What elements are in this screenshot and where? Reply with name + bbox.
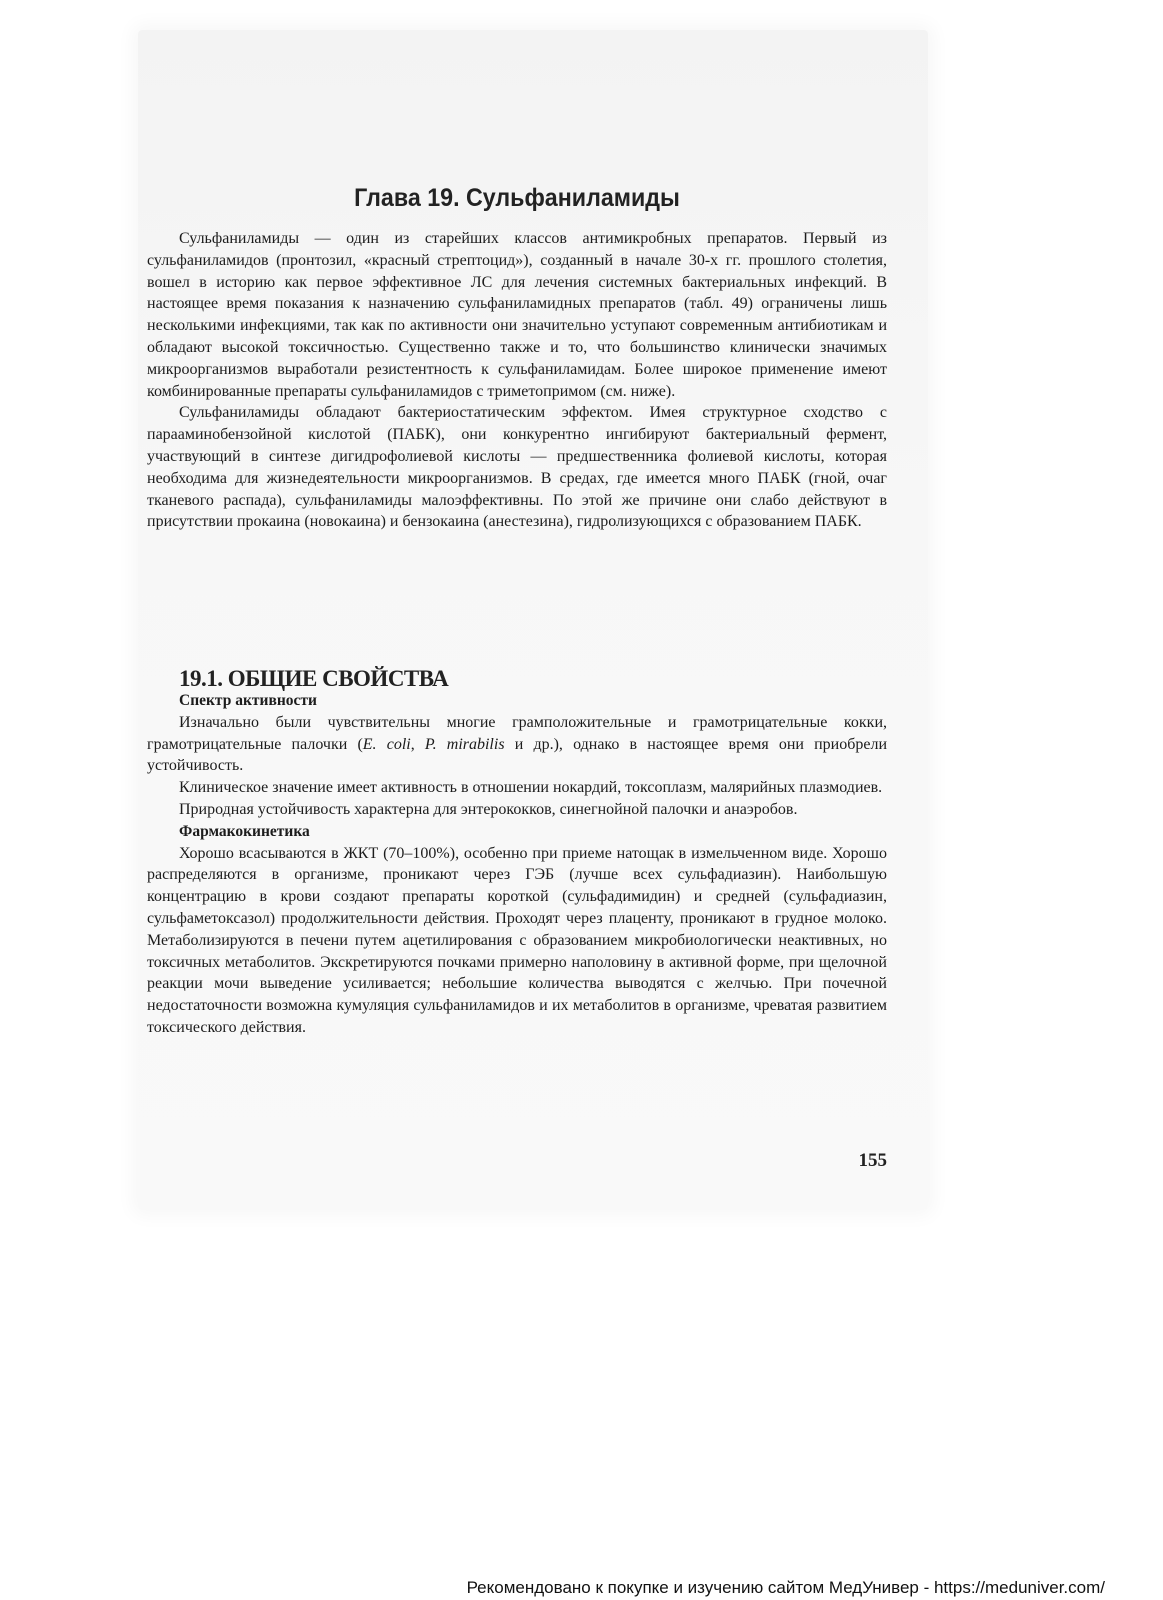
spectrum-paragraph: Изначально были чувствительны многие грамположительные и грамотрицательные кокки, грамотрицательные палочки (E. coli, P. mirabilis и др.), однако в настоящее время они приобрели устойчивость. bbox=[147, 713, 888, 775]
spectrum-paragraph: Природная устойчивость характерна для энтерококков, синегнойной палочки и анаэробов. bbox=[179, 800, 798, 818]
intro-paragraph: Сульфаниламиды — один из старейших классов антимикробных препаратов. Первый из сульфаниламидов (пронтозил, «красный стрептоцид»), созданный в начале 30-х гг. прошлого столетия, вошел в историю как первое эффективное ЛС для лечения системных бактериальных инфекций. В настоящее время показания к назначению сульфаниламидных препаратов (табл. 49) ограничены лишь несколькими инфекциями, так как по активности они значительно уступают современным антибиотикам и обладают высокой токсичностью. Существенно также и то, что большинство клинически значимых микроорганизмов выработали резистентность к сульфаниламидам. Более широкое применение имеют комбинированные препараты сульфаниламидов с триметопримом (см. ниже). bbox=[147, 230, 887, 400]
spectrum-paragraph: Клиническое значение имеет активность в отношении нокардий, токсоплазм, малярийных плазмодиев. bbox=[179, 779, 883, 797]
pharmacokinetics-paragraph: Хорошо всасываются в ЖКТ (70–100%), особенно при приеме натощак в измельченном виде. Хорошо распределяются в организме, проникают через ГЭБ (лучше всех сульфадиазин). Наибольшую концентрацию в крови создают препараты короткой (сульфадимидин) и средней (сульфадиазин, сульфаметоксазол) продолжительности действия. Проходят через плаценту, проникают в грудное молоко. Метаболизируются в печени путем ацетилирования с образованием микробиологически неактивных, но токсичных метаболитов. Экскретируются почками примерно наполовину в активной форме, при щелочной реакции мочи выведение усиливается; небольшие количества выводятся с желчью. При почечной недостаточности возможна кумуляция сульфаниламидов и их метаболитов в организме, чреватая развитием токсического действия. bbox=[147, 844, 887, 1036]
pharmacokinetics-heading: Фармакокинетика bbox=[179, 822, 310, 840]
spectrum-heading: Спектр активности bbox=[179, 692, 317, 709]
intro-text bbox=[147, 228, 887, 533]
intro-paragraph: Сульфаниламиды обладают бактериостатическим эффектом. Имея структурное сходство с парааминобензойной кислотой (ПАБК), они конкурентно ингибируют бактериальный фермент, участвующий в синтезе дигидрофолиевой кислоты — предшественника фолиевой кислоты, которая необходима для жизнедеятельности микроорганизмов. В средах, где имеется много ПАБК (гной, очаг тканевого распада), сульфаниламиды малоэффективны. По этой же причине они слабо действуют в присутствии прокаина (новокаина) и бензокаина (анестезина), гидролизующихся с образованием ПАБК. bbox=[147, 404, 887, 531]
page-number: 155 bbox=[858, 1150, 887, 1171]
footer-recommendation: Рекомендовано к покупке и изучению сайтом МедУнивер - https://meduniver.com/ bbox=[466, 1578, 1105, 1597]
section-title: 19.1. ОБЩИЕ СВОЙСТВА bbox=[179, 666, 449, 692]
species-name: E. coli bbox=[362, 735, 411, 753]
chapter-title: Глава 19. Сульфаниламиды bbox=[354, 183, 680, 212]
section-body bbox=[147, 690, 887, 1039]
species-name: P. mirabilis bbox=[424, 735, 505, 753]
